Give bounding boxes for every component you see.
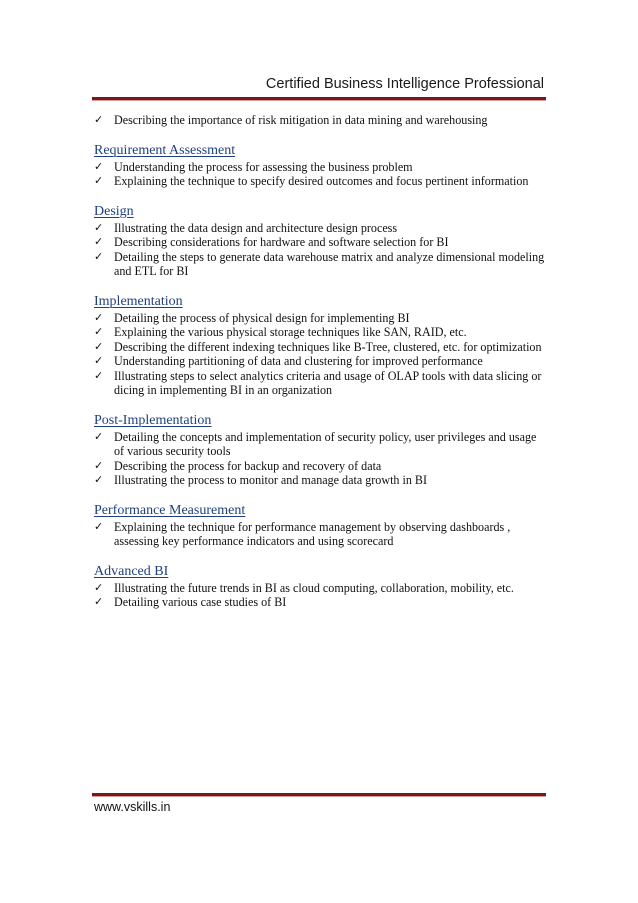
list-item-text: Detailing the steps to generate data warehouse matrix and analyze dimensional modeling and ETL for BI — [114, 249, 545, 278]
checkmark-icon: ✓ — [94, 310, 104, 324]
list-item — [94, 459, 546, 474]
list-item-text: Understanding the process for assessing the business problem — [114, 159, 413, 174]
checkmark-icon: ✓ — [94, 220, 104, 234]
header-rule — [92, 97, 546, 101]
list-item-text: Describing the process for backup and recovery of data — [114, 458, 382, 473]
list-item — [94, 325, 546, 340]
list-item-text: Illustrating the future trends in BI as cloud computing, collaboration, mobility, etc. — [114, 580, 514, 595]
checkmark-icon: ✓ — [94, 249, 104, 263]
checkmark-icon: ✓ — [94, 113, 104, 126]
list-item-text: Detailing various case studies of BI — [114, 595, 287, 609]
checkmark-icon: ✓ — [94, 473, 104, 486]
section-title-post-implementation: Post-Implementation — [94, 412, 212, 428]
list-item-text: Understanding partitioning of data and clustering for improved performance — [114, 354, 483, 368]
list-item-text: Illustrating steps to select analytics criteria and usage of OLAP tools with data slicing or dicing in implementing BI in an organization — [114, 368, 542, 397]
list-item — [94, 250, 546, 279]
section-title-design: Design — [94, 203, 134, 219]
list-item — [94, 430, 546, 459]
list-item-text: Explaining the various physical storage techniques like SAN, RAID, etc. — [114, 325, 467, 339]
checkmark-icon: ✓ — [94, 235, 104, 248]
list-item — [94, 520, 546, 549]
checkmark-icon: ✓ — [94, 368, 104, 382]
list-item — [94, 473, 546, 488]
list-item — [94, 235, 546, 250]
list-item — [94, 581, 546, 596]
list-item — [94, 311, 546, 326]
list-item-text: Detailing the process of physical design for implementing BI — [114, 310, 410, 325]
list-item-text: Illustrating the process to monitor and manage data growth in BI — [114, 473, 428, 487]
list-item — [94, 369, 546, 398]
list-item-text: Describing the different indexing techniques like B-Tree, clustered, etc. for optimization — [114, 339, 542, 354]
section-title-advanced-bi: Advanced BI — [94, 563, 169, 579]
list-item — [94, 595, 546, 610]
footer-website: www.vskills.in — [94, 800, 171, 814]
checkmark-icon: ✓ — [94, 325, 104, 338]
list-item-text: Explaining the technique to specify desired outcomes and focus pertinent information — [114, 174, 529, 188]
checkmark-icon: ✓ — [94, 519, 104, 533]
page-header-title: Certified Business Intelligence Professional — [265, 76, 544, 92]
footer-rule — [92, 793, 546, 797]
checkmark-icon: ✓ — [94, 339, 104, 353]
section-title-implementation: Implementation — [94, 293, 183, 309]
list-item-text: Describing the importance of risk mitigation in data mining and warehousing — [114, 113, 488, 127]
section-title-requirement-assessment: Requirement Assessment — [94, 142, 236, 158]
checkmark-icon: ✓ — [94, 159, 104, 173]
checkmark-icon: ✓ — [94, 354, 104, 367]
list-item — [94, 221, 546, 236]
list-item-text: Detailing the concepts and implementation of security policy, user privileges and usage of various security tools — [114, 429, 537, 458]
list-item-text: Illustrating the data design and architecture design process — [114, 220, 398, 235]
checkmark-icon: ✓ — [94, 580, 104, 594]
checkmark-icon: ✓ — [94, 174, 104, 187]
list-item-text: Explaining the technique for performance management by observing dashboards , assessing key performance indicators and using scorecard — [114, 519, 511, 548]
checkmark-icon: ✓ — [94, 595, 104, 608]
list-item-text: Describing considerations for hardware and software selection for BI — [114, 235, 449, 249]
page-content — [94, 113, 546, 610]
checkmark-icon: ✓ — [94, 429, 104, 443]
list-item — [94, 354, 546, 369]
checkmark-icon: ✓ — [94, 458, 104, 472]
list-item — [94, 340, 546, 355]
list-item — [94, 160, 546, 175]
intro-list-item — [94, 113, 546, 128]
section-title-performance-measurement: Performance Measurement — [94, 502, 246, 518]
list-item — [94, 174, 546, 189]
